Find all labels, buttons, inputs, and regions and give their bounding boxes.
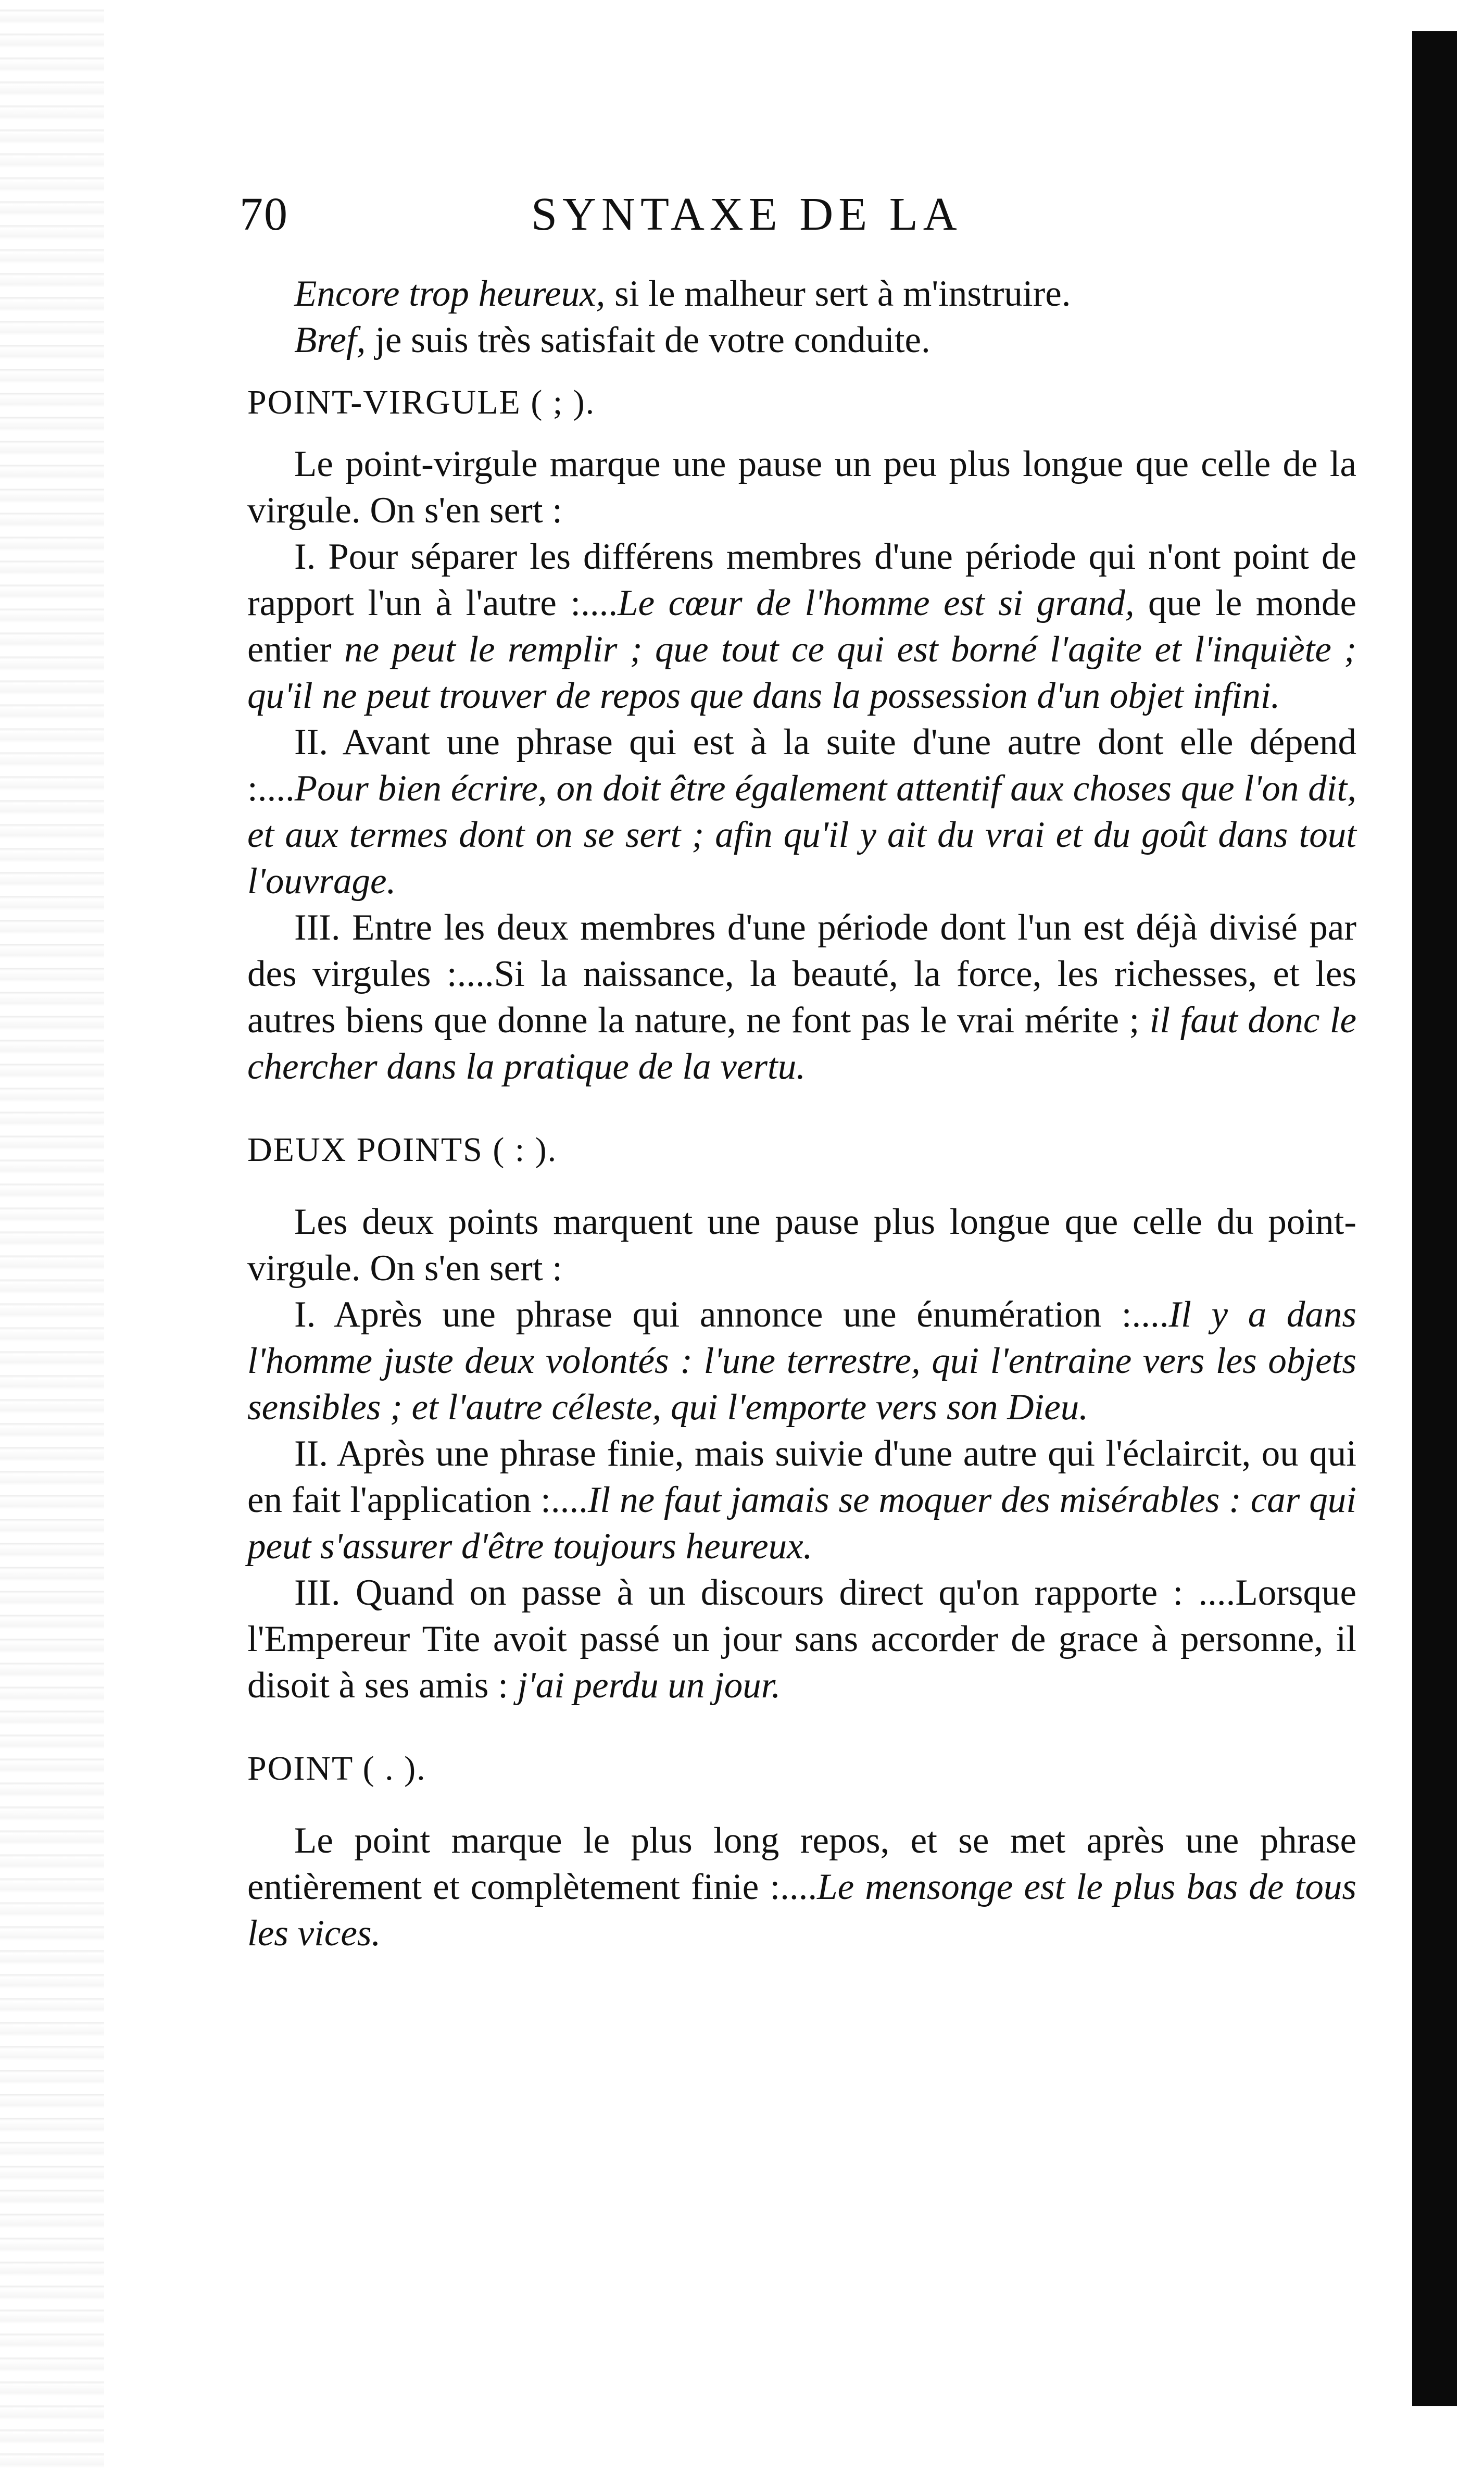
deux-points-item-2-text: II. Après une phrase finie, mais suivie d'une autre qui l'éclaircit, ou qui en fait l'application :....	[247, 1433, 1356, 1520]
deux-points-item-1-text: I. Après une phrase qui annonce une énumération :....	[294, 1294, 1169, 1335]
deux-points-item-1	[247, 1292, 1356, 1431]
page-header	[240, 177, 1375, 255]
heading-point-virgule: POINT-VIRGULE ( ; ).	[247, 383, 596, 421]
point-intro-text: Le point marque le plus long repos, et se met après une phrase entièrement et complètement finie :....	[247, 1820, 1356, 1907]
deux-points-item-2-italic: Il ne faut jamais se moquer des misérables : car qui peut s'assurer d'être toujours heureux.	[247, 1480, 1357, 1567]
running-title: SYNTAXE DE LA	[531, 189, 962, 240]
point-virgule-item-3	[247, 905, 1356, 1090]
point-virgule-item-2	[247, 719, 1356, 905]
deux-points-item-3-text: III. Quand on passe à un discours direct qu'on rapporte : ....Lorsque l'Empereur Tite avoit passé un jour sans accorder de grace à personne, il disoit à ses amis :	[247, 1572, 1356, 1706]
point-virgule-intro: Le point-virgule marque une pause un peu plus longue que celle de la virgule. On s'en sert :	[247, 444, 1356, 531]
point-virgule-item-1	[247, 534, 1356, 719]
point-virgule-item-1-roman: que le monde entier	[247, 583, 1357, 670]
deux-points-item-2	[247, 1431, 1356, 1570]
point-intro	[247, 1818, 1356, 1957]
page-number: 70	[240, 189, 288, 240]
intro-line-2	[247, 317, 1356, 364]
page-spine-shadow	[1412, 31, 1457, 2406]
intro-line-2-italic: Bref,	[294, 320, 366, 360]
intro-line-2-rest: je suis très satisfait de votre conduite.	[366, 320, 930, 360]
point-virgule-item-3-text: III. Entre les deux membres d'une période dont l'un est déjà divisé par des virgules :....Si la naissance, la beauté, la force, les richesses, et les autres biens que donne la nature, ne font pas le vrai mérite ;	[247, 907, 1356, 1041]
point-virgule-item-2-italic: Pour bien écrire, on doit être également attentif aux choses que l'on dit, et aux termes dont on se sert ; afin qu'il y ait du vrai et du goût dans tout l'ouvrage.	[247, 768, 1356, 902]
heading-deux-points: DEUX POINTS ( : ).	[247, 1131, 558, 1169]
page-body	[247, 271, 1356, 1957]
deux-points-item-3-italic: j'ai perdu un jour.	[517, 1665, 781, 1706]
intro-line-1-rest: si le malheur sert à m'instruire.	[605, 273, 1071, 314]
heading-point: POINT ( . ).	[247, 1749, 426, 1788]
intro-line-1-italic: Encore trop heureux,	[294, 273, 606, 314]
deux-points-intro: Les deux points marquent une pause plus longue que celle du point-virgule. On s'en sert :	[247, 1202, 1356, 1289]
point-virgule-item-3-italic: il faut donc le chercher dans la pratique de la vertu.	[247, 1000, 1356, 1087]
point-virgule-item-1-text: I. Pour séparer les différens membres d'une période qui n'ont point de rapport l'un à l'autre :....	[247, 536, 1356, 623]
point-intro-italic: Le mensonge est le plus bas de tous les vices.	[247, 1867, 1356, 1954]
deux-points-item-1-italic: Il y a dans l'homme juste deux volontés : l'une terrestre, qui l'entraine vers les objets sensibles ; et l'autre céleste, qui l'emporte vers son Dieu.	[247, 1294, 1357, 1428]
point-virgule-item-1-italic-a: Le cœur de l'homme est si grand,	[618, 583, 1135, 623]
deux-points-item-3	[247, 1570, 1356, 1709]
point-virgule-item-1-italic-b: ne peut le remplir ; que tout ce qui est borné l'agite et l'inquiète ; qu'il ne peut trouver de repos que dans la possession d'un objet infini.	[247, 629, 1356, 716]
intro-line-1	[247, 271, 1356, 317]
point-virgule-item-2-text: II. Avant une phrase qui est à la suite d'une autre dont elle dépend :....	[247, 722, 1356, 809]
scan-margin-noise	[0, 0, 104, 2475]
